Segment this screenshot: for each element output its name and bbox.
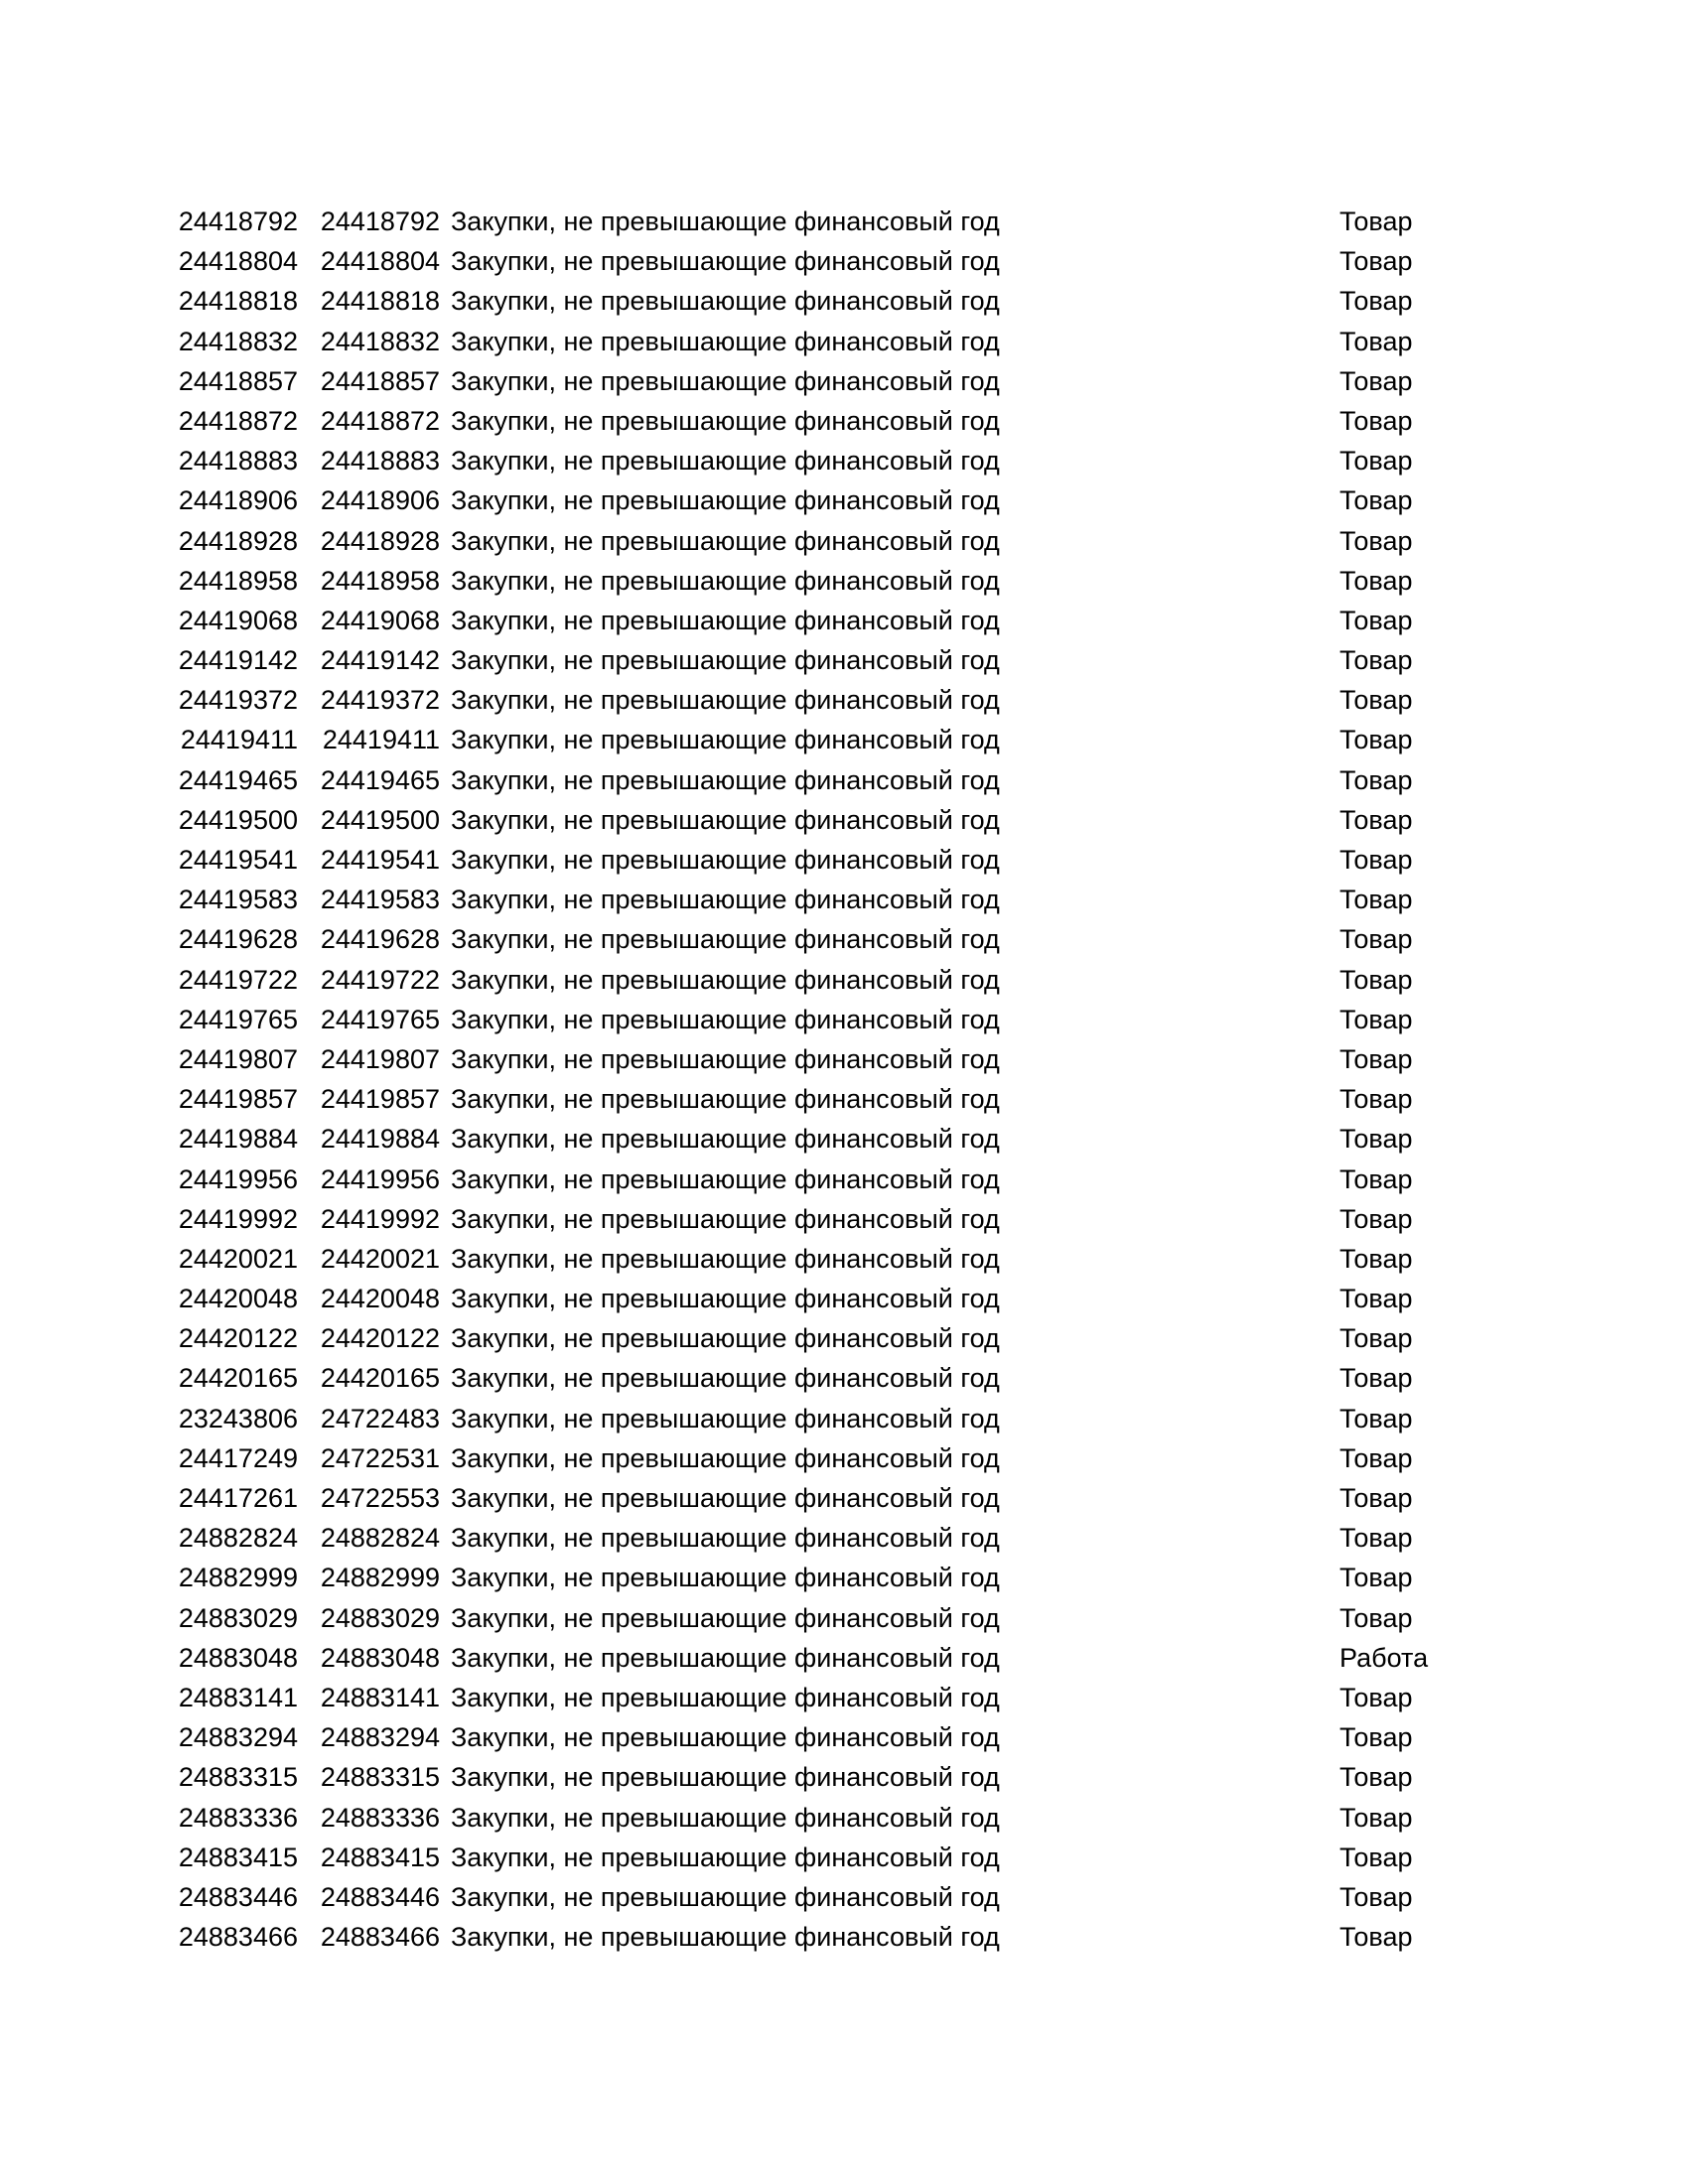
type-cell: Товар: [1339, 1602, 1413, 1633]
type-cell: Товар: [1339, 964, 1413, 995]
id-secondary-cell: 24418958: [320, 565, 440, 596]
table-row: [171, 720, 1462, 759]
id-secondary-cell: 24419956: [320, 1163, 440, 1194]
table-row: [171, 480, 1462, 520]
description-cell: Закупки, не превышающие финансовый год: [451, 525, 1000, 556]
id-secondary-cell: 24419068: [320, 605, 440, 635]
id-secondary-cell: 24418928: [320, 525, 440, 556]
id-secondary-cell: 24419541: [320, 845, 440, 875]
id-secondary-cell: 24883336: [320, 1802, 440, 1833]
table-row: [171, 1798, 1462, 1838]
table-row: [171, 1438, 1462, 1478]
id-primary-cell: 24419956: [178, 1163, 298, 1194]
id-primary-cell: 24418832: [178, 326, 298, 356]
id-secondary-cell: 24419372: [320, 685, 440, 716]
table-row: [171, 1119, 1462, 1159]
id-primary-cell: 24419857: [178, 1084, 298, 1115]
id-primary-cell: 24883446: [178, 1881, 298, 1912]
type-cell: Товар: [1339, 1563, 1413, 1593]
id-secondary-cell: 24883315: [320, 1762, 440, 1793]
id-primary-cell: 24417249: [178, 1442, 298, 1473]
table-row: [171, 1279, 1462, 1318]
table-row: [171, 601, 1462, 640]
description-cell: Закупки, не превышающие финансовый год: [451, 924, 1000, 955]
id-secondary-cell: 24882824: [320, 1523, 440, 1554]
description-cell: Закупки, не превышающие финансовый год: [451, 764, 1000, 795]
id-primary-cell: 24883029: [178, 1602, 298, 1633]
type-cell: Товар: [1339, 1922, 1413, 1953]
description-cell: Закупки, не превышающие финансовый год: [451, 1004, 1000, 1034]
id-secondary-cell: 24419722: [320, 964, 440, 995]
id-primary-cell: 24418958: [178, 565, 298, 596]
description-cell: Закупки, не превышающие финансовый год: [451, 326, 1000, 356]
table-row: [171, 1478, 1462, 1518]
description-cell: Закупки, не превышающие финансовый год: [451, 1523, 1000, 1554]
description-cell: Закупки, не превышающие финансовый год: [451, 1084, 1000, 1115]
table-row: [171, 361, 1462, 401]
id-primary-cell: 24418928: [178, 525, 298, 556]
table-row: [171, 521, 1462, 561]
id-secondary-cell: 24419583: [320, 885, 440, 915]
type-cell: Товар: [1339, 845, 1413, 875]
description-cell: Закупки, не превышающие финансовый год: [451, 964, 1000, 995]
table-row: [171, 680, 1462, 720]
id-primary-cell: 24883048: [178, 1642, 298, 1673]
id-primary-cell: 24420165: [178, 1363, 298, 1394]
description-cell: Закупки, не превышающие финансовый год: [451, 804, 1000, 835]
type-cell: Товар: [1339, 286, 1413, 317]
table-row: [171, 1399, 1462, 1438]
type-cell: Товар: [1339, 1802, 1413, 1833]
type-cell: Товар: [1339, 764, 1413, 795]
table-row: [171, 1318, 1462, 1358]
table-row: [171, 1877, 1462, 1917]
id-primary-cell: 24418792: [178, 206, 298, 236]
id-secondary-cell: 24883141: [320, 1682, 440, 1712]
table-row: [171, 960, 1462, 1000]
table-row: [171, 1239, 1462, 1279]
type-cell: Товар: [1339, 1442, 1413, 1473]
id-secondary-cell: 24722483: [320, 1403, 440, 1433]
type-cell: Товар: [1339, 1243, 1413, 1274]
type-cell: Товар: [1339, 1842, 1413, 1872]
id-primary-cell: 24420021: [178, 1243, 298, 1274]
type-cell: Товар: [1339, 206, 1413, 236]
id-primary-cell: 24419628: [178, 924, 298, 955]
id-primary-cell: 24883415: [178, 1842, 298, 1872]
id-secondary-cell: 24418804: [320, 246, 440, 277]
table-row: [171, 441, 1462, 480]
id-primary-cell: 24419068: [178, 605, 298, 635]
id-primary-cell: 24882999: [178, 1563, 298, 1593]
description-cell: Закупки, не превышающие финансовый год: [451, 1762, 1000, 1793]
id-secondary-cell: 24883294: [320, 1722, 440, 1753]
description-cell: Закупки, не превышающие финансовый год: [451, 1163, 1000, 1194]
id-secondary-cell: 24882999: [320, 1563, 440, 1593]
description-cell: Закупки, не превышающие финансовый год: [451, 1442, 1000, 1473]
table-row: [171, 1079, 1462, 1119]
table-row: [171, 1199, 1462, 1239]
description-cell: Закупки, не превышающие финансовый год: [451, 1881, 1000, 1912]
id-secondary-cell: 24419628: [320, 924, 440, 955]
description-cell: Закупки, не превышающие финансовый год: [451, 405, 1000, 436]
id-primary-cell: 24417261: [178, 1483, 298, 1513]
id-secondary-cell: 24419884: [320, 1124, 440, 1155]
id-primary-cell: 24883466: [178, 1922, 298, 1953]
table-row: [171, 1917, 1462, 1957]
id-primary-cell: 24419992: [178, 1203, 298, 1234]
description-cell: Закупки, не превышающие финансовый год: [451, 1363, 1000, 1394]
id-primary-cell: 24419765: [178, 1004, 298, 1034]
description-cell: Закупки, не превышающие финансовый год: [451, 1483, 1000, 1513]
type-cell: Товар: [1339, 1203, 1413, 1234]
description-cell: Закупки, не превышающие финансовый год: [451, 1922, 1000, 1953]
table-row: [171, 1678, 1462, 1717]
description-cell: Закупки, не превышающие финансовый год: [451, 246, 1000, 277]
type-cell: Товар: [1339, 605, 1413, 635]
type-cell: Товар: [1339, 885, 1413, 915]
type-cell: Товар: [1339, 1284, 1413, 1314]
id-secondary-cell: 24419465: [320, 764, 440, 795]
table-row: [171, 1518, 1462, 1558]
type-cell: Товар: [1339, 1722, 1413, 1753]
table-row: [171, 1838, 1462, 1877]
table-row: [171, 322, 1462, 361]
id-primary-cell: 23243806: [178, 1403, 298, 1433]
description-cell: Закупки, не превышающие финансовый год: [451, 1323, 1000, 1354]
table-row: [171, 1717, 1462, 1757]
description-cell: Закупки, не превышающие финансовый год: [451, 446, 1000, 477]
description-cell: Закупки, не превышающие финансовый год: [451, 1124, 1000, 1155]
id-secondary-cell: 24419857: [320, 1084, 440, 1115]
type-cell: Товар: [1339, 1004, 1413, 1034]
type-cell: Товар: [1339, 1881, 1413, 1912]
id-secondary-cell: 24419992: [320, 1203, 440, 1234]
id-secondary-cell: 24418906: [320, 485, 440, 516]
id-secondary-cell: 24420122: [320, 1323, 440, 1354]
type-cell: Товар: [1339, 565, 1413, 596]
table-row: [171, 1160, 1462, 1199]
type-cell: Товар: [1339, 1483, 1413, 1513]
description-cell: Закупки, не превышающие финансовый год: [451, 1722, 1000, 1753]
type-cell: Товар: [1339, 1323, 1413, 1354]
description-cell: Закупки, не превышающие финансовый год: [451, 725, 1000, 755]
id-primary-cell: 24419541: [178, 845, 298, 875]
table-row: [171, 1558, 1462, 1597]
table-row: [171, 1039, 1462, 1079]
type-cell: Работа: [1339, 1642, 1429, 1673]
description-cell: Закупки, не превышающие финансовый год: [451, 645, 1000, 676]
id-primary-cell: 24419500: [178, 804, 298, 835]
description-cell: Закупки, не превышающие финансовый год: [451, 286, 1000, 317]
type-cell: Товар: [1339, 1523, 1413, 1554]
id-primary-cell: 24419372: [178, 685, 298, 716]
id-primary-cell: 24883315: [178, 1762, 298, 1793]
description-cell: Закупки, не превышающие финансовый год: [451, 365, 1000, 396]
type-cell: Товар: [1339, 1682, 1413, 1712]
id-secondary-cell: 24419142: [320, 645, 440, 676]
type-cell: Товар: [1339, 446, 1413, 477]
type-cell: Товар: [1339, 685, 1413, 716]
id-primary-cell: 24883336: [178, 1802, 298, 1833]
id-secondary-cell: 24420048: [320, 1284, 440, 1314]
id-primary-cell: 24420122: [178, 1323, 298, 1354]
table-row: [171, 919, 1462, 959]
type-cell: Товар: [1339, 1363, 1413, 1394]
table-row: [171, 561, 1462, 601]
id-secondary-cell: 24883415: [320, 1842, 440, 1872]
table-row: [171, 401, 1462, 441]
type-cell: Товар: [1339, 485, 1413, 516]
type-cell: Товар: [1339, 326, 1413, 356]
id-primary-cell: 24419411: [180, 725, 298, 755]
id-primary-cell: 24418818: [178, 286, 298, 317]
id-secondary-cell: 24883446: [320, 1881, 440, 1912]
description-cell: Закупки, не превышающие финансовый год: [451, 845, 1000, 875]
table-row: [171, 281, 1462, 321]
type-cell: Товар: [1339, 246, 1413, 277]
description-cell: Закупки, не превышающие финансовый год: [451, 1682, 1000, 1712]
id-secondary-cell: 24418857: [320, 365, 440, 396]
type-cell: Товар: [1339, 365, 1413, 396]
description-cell: Закупки, не превышающие финансовый год: [451, 1842, 1000, 1872]
table-row: [171, 880, 1462, 919]
type-cell: Товар: [1339, 1043, 1413, 1074]
type-cell: Товар: [1339, 645, 1413, 676]
table-row: [171, 840, 1462, 880]
id-secondary-cell: 24419765: [320, 1004, 440, 1034]
id-secondary-cell: 24419411: [322, 725, 440, 755]
type-cell: Товар: [1339, 725, 1413, 755]
type-cell: Товар: [1339, 1163, 1413, 1194]
id-primary-cell: 24418883: [178, 446, 298, 477]
table-row: [171, 1000, 1462, 1039]
id-secondary-cell: 24419500: [320, 804, 440, 835]
description-cell: Закупки, не превышающие финансовый год: [451, 565, 1000, 596]
id-primary-cell: 24418872: [178, 405, 298, 436]
type-cell: Товар: [1339, 924, 1413, 955]
id-secondary-cell: 24419807: [320, 1043, 440, 1074]
id-primary-cell: 24419722: [178, 964, 298, 995]
id-secondary-cell: 24418872: [320, 405, 440, 436]
id-primary-cell: 24882824: [178, 1523, 298, 1554]
id-secondary-cell: 24418832: [320, 326, 440, 356]
description-cell: Закупки, не превышающие финансовый год: [451, 1403, 1000, 1433]
type-cell: Товар: [1339, 1124, 1413, 1155]
type-cell: Товар: [1339, 1762, 1413, 1793]
id-primary-cell: 24883141: [178, 1682, 298, 1712]
id-primary-cell: 24419884: [178, 1124, 298, 1155]
description-cell: Закупки, не превышающие финансовый год: [451, 485, 1000, 516]
type-cell: Товар: [1339, 405, 1413, 436]
id-secondary-cell: 24420021: [320, 1243, 440, 1274]
type-cell: Товар: [1339, 1403, 1413, 1433]
procurement-table: [171, 202, 1462, 1957]
id-secondary-cell: 24722531: [320, 1442, 440, 1473]
table-row: [171, 1638, 1462, 1678]
id-secondary-cell: 24883029: [320, 1602, 440, 1633]
description-cell: Закупки, не превышающие финансовый год: [451, 206, 1000, 236]
table-row: [171, 202, 1462, 241]
id-primary-cell: 24883294: [178, 1722, 298, 1753]
type-cell: Товар: [1339, 804, 1413, 835]
id-secondary-cell: 24883048: [320, 1642, 440, 1673]
description-cell: Закупки, не превышающие финансовый год: [451, 1284, 1000, 1314]
id-secondary-cell: 24722553: [320, 1483, 440, 1513]
description-cell: Закупки, не превышающие финансовый год: [451, 685, 1000, 716]
id-primary-cell: 24420048: [178, 1284, 298, 1314]
description-cell: Закупки, не превышающие финансовый год: [451, 1203, 1000, 1234]
description-cell: Закупки, не превышающие финансовый год: [451, 1243, 1000, 1274]
description-cell: Закупки, не превышающие финансовый год: [451, 1043, 1000, 1074]
id-secondary-cell: 24420165: [320, 1363, 440, 1394]
id-primary-cell: 24418906: [178, 485, 298, 516]
table-row: [171, 760, 1462, 800]
type-cell: Товар: [1339, 525, 1413, 556]
type-cell: Товар: [1339, 1084, 1413, 1115]
id-secondary-cell: 24418883: [320, 446, 440, 477]
table-row: [171, 1358, 1462, 1398]
description-cell: Закупки, не превышающие финансовый год: [451, 885, 1000, 915]
description-cell: Закупки, не превышающие финансовый год: [451, 605, 1000, 635]
id-primary-cell: 24419465: [178, 764, 298, 795]
table-row: [171, 640, 1462, 680]
id-primary-cell: 24419142: [178, 645, 298, 676]
id-primary-cell: 24418804: [178, 246, 298, 277]
id-secondary-cell: 24883466: [320, 1922, 440, 1953]
id-primary-cell: 24418857: [178, 365, 298, 396]
id-secondary-cell: 24418818: [320, 286, 440, 317]
description-cell: Закупки, не превышающие финансовый год: [451, 1602, 1000, 1633]
id-primary-cell: 24419583: [178, 885, 298, 915]
id-secondary-cell: 24418792: [320, 206, 440, 236]
id-primary-cell: 24419807: [178, 1043, 298, 1074]
table-row: [171, 800, 1462, 840]
description-cell: Закупки, не превышающие финансовый год: [451, 1642, 1000, 1673]
description-cell: Закупки, не превышающие финансовый год: [451, 1563, 1000, 1593]
table-row: [171, 241, 1462, 281]
table-row: [171, 1598, 1462, 1638]
description-cell: Закупки, не превышающие финансовый год: [451, 1802, 1000, 1833]
table-row: [171, 1757, 1462, 1797]
